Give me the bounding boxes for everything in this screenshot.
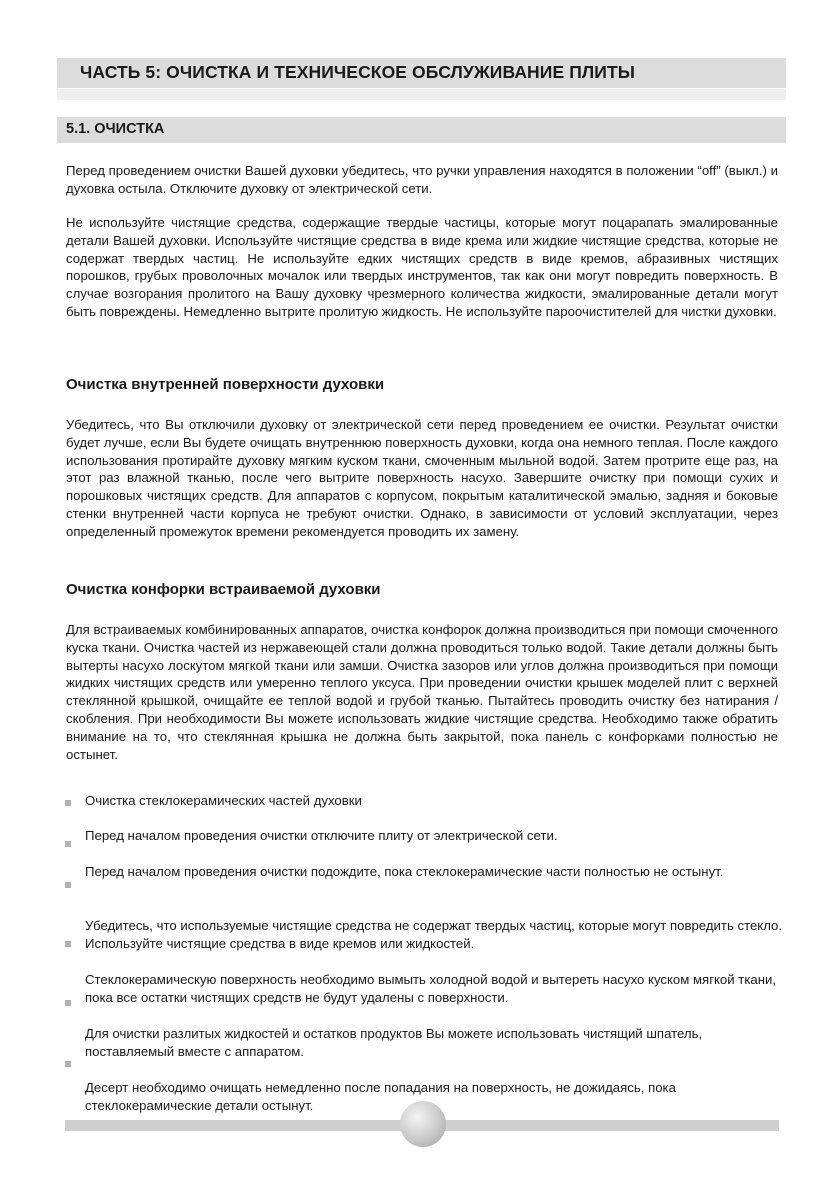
intro-paragraph-2: Не используйте чистящие средства, содержащие твердые частицы, которые могут поцарапать эмалированные детали Вашей духовки. Используйте чистящие средства в виде крема или жидкие чистящие средства, которые не содержат твердых частиц. Не используйте едких чистящих средств в виде кремов, абразивных чистящих порошков, грубых проволочных мочалок или твердых инструментов, так как они могут повредить поверхность. В случае возгорания пролитого на Вашу духовку чрезмерного количества жидкости, эмалированные детали могут быть повреждены. Немедленно вытрите пролитую жидкость. Не используйте пароочистителей для чистки духовки. [66, 215, 778, 319]
section-title: 5.1. ОЧИСТКА [66, 121, 165, 137]
inner-cleaning-text: Убедитесь, что Вы отключили духовку от электрической сети перед проведением ее очистки. Результат очистки будет лучше, если Вы будете очищать внутреннюю поверхность духовки, когда она немного теплая. После каждого использования протирайте духовку мягким куском ткани, смоченным мыльной водой. Затем протрите еще раз, на этот раз влажной тканью, после чего вытрите поверхность насухо. Завершите очистку при помощи сухих и порошковых чистящих средств. Для аппаратов с корпусом, покрытым каталитической эмалью, задняя и боковые стенки внутренней части корпуса не требуют очистки. Однако, в зависимости от условий эксплуатации, через определенный промежуток времени рекомендуется проводить их замену. [66, 417, 778, 539]
burner-cleaning-heading: Очистка конфорки встраиваемой духовки [66, 581, 381, 598]
intro-paragraph-1: Перед проведением очистки Вашей духовки убедитесь, что ручки управления находятся в положении “off” (выкл.) и духовка остыла. Отключите духовку от электрической сети. [66, 163, 778, 196]
bullet-marker [65, 800, 71, 806]
bullet-item: Десерт необходимо очищать немедленно после попадания на поверхность, не дожидаясь, пока стеклокерамические детали остынут. [85, 1080, 676, 1113]
bullet-item: Перед началом проведения очистки подождите, пока стеклокерамические части полностью не остынут. [85, 864, 724, 879]
bullet-item: Стеклокерамическую поверхность необходимо вымыть холодной водой и вытереть насухо куском мягкой ткани, пока все остатки чистящих средств не будут удалены с поверхности. [85, 972, 777, 1005]
bullet-item: Перед началом проведения очистки отключите плиту от электрической сети. [85, 828, 558, 843]
section-title-band [57, 117, 786, 143]
page-number-circle [400, 1101, 446, 1147]
bullet-item: Убедитесь, что используемые чистящие средства не содержат твердых частиц, которые могут повредить стекло. Используйте чистящие средства в виде кремов или жидкостей. [85, 918, 783, 951]
chapter-underline-strip [57, 89, 786, 100]
chapter-title: ЧАСТЬ 5: ОЧИСТКА И ТЕХНИЧЕСКОЕ ОБСЛУЖИВАНИЕ ПЛИТЫ [80, 62, 635, 82]
bullet-item: Очистка стеклокерамических частей духовки [85, 793, 362, 808]
burner-cleaning-text: Для встраиваемых комбинированных аппаратов, очистка конфорок должна производиться при помощи смоченного куска ткани. Очистка частей из нержавеющей стали должна проводиться только водой. Такие детали должны быть вытерты насухо лоскутом мягкой ткани или замши. Очистка зазоров или углов должна производиться при помощи жидких чистящих средств или умеренно теплого уксуса. При проведении очистки крышек моделей плит с верхней стеклянной крышкой, очищайте ее теплой водой и грубой тканью. Пытайтесь проводить очистку без натирания / скобления. При необходимости Вы можете использовать жидкие чистящие средства. Необходимо также обратить внимание на то, что стеклянная крышка не должна быть закрытой, пока панель с конфорками полностью не остынет. [66, 622, 778, 762]
bullet-marker [65, 941, 71, 947]
bullet-marker [65, 1000, 71, 1006]
bullet-item: Для очистки разлитых жидкостей и остатков продуктов Вы можете использовать чистящий шпатель, поставляемый вместе с аппаратом. [85, 1026, 703, 1059]
bullet-marker [65, 882, 71, 888]
inner-cleaning-heading: Очистка внутренней поверхности духовки [66, 376, 385, 393]
bullet-marker [65, 841, 71, 847]
bullet-marker [65, 1061, 71, 1067]
